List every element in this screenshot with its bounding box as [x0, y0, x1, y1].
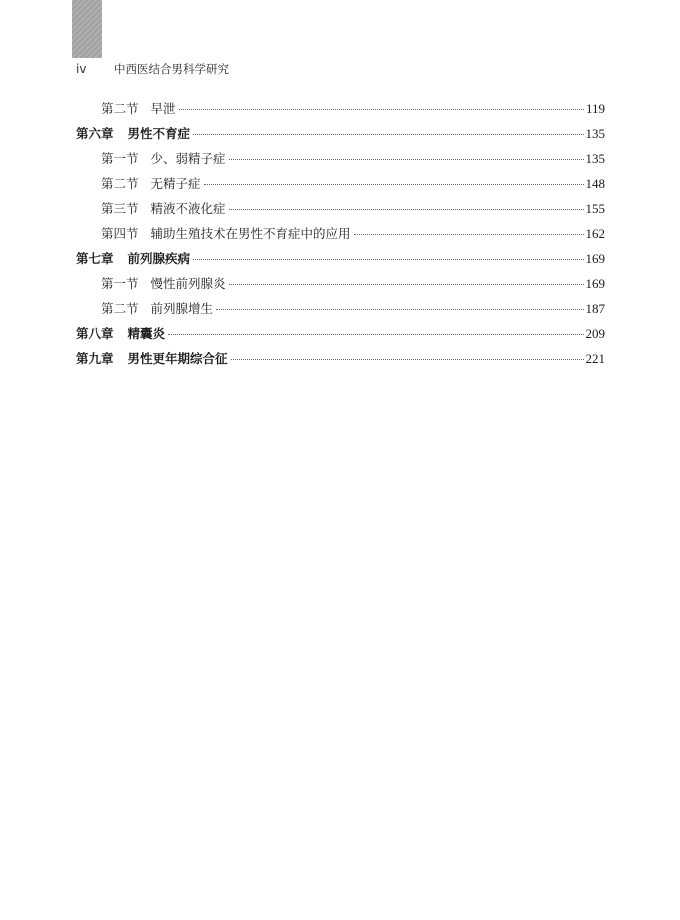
dot-leader — [231, 359, 584, 360]
toc-entry-page: 148 — [585, 176, 605, 191]
dot-leader — [229, 159, 584, 160]
toc-entry-title: 前列腺疾病 — [127, 251, 191, 266]
toc-section-entry[interactable] — [76, 99, 605, 124]
toc-chapter-entry[interactable] — [76, 324, 605, 349]
toc-entry-number: 第八章 — [76, 326, 114, 341]
toc-entry-page: 119 — [585, 101, 605, 116]
dot-leader — [193, 259, 583, 260]
page-number: iv — [76, 62, 87, 76]
toc-entry-number: 第七章 — [76, 251, 114, 266]
toc-entry-page: 155 — [585, 201, 605, 216]
toc-entry-title: 精液不液化症 — [150, 201, 226, 216]
toc-entry-page: 169 — [585, 251, 605, 266]
toc-entry-page: 135 — [585, 126, 605, 141]
toc-chapter-entry[interactable] — [76, 124, 605, 149]
toc-entry-title: 前列腺增生 — [150, 301, 214, 316]
toc-chapter-entry[interactable] — [76, 349, 605, 374]
toc-section-entry[interactable] — [76, 149, 605, 174]
book-title: 中西医结合男科学研究 — [114, 62, 229, 76]
toc-entry-number: 第二节 — [101, 176, 139, 191]
toc-entry-title: 慢性前列腺炎 — [150, 276, 226, 291]
toc-entry-title: 男性不育症 — [127, 126, 191, 141]
toc-entry-title: 辅助生殖技术在男性不育症中的应用 — [150, 226, 351, 241]
toc-entry-title: 精囊炎 — [127, 326, 166, 341]
toc-entry-number: 第四节 — [101, 226, 139, 241]
dot-leader — [179, 109, 584, 110]
toc-entry-number: 第三节 — [101, 201, 139, 216]
dot-leader — [193, 134, 583, 135]
toc-entry-title: 无精子症 — [150, 176, 201, 191]
dot-leader — [216, 309, 583, 310]
dot-leader — [168, 334, 583, 335]
header-band — [72, 0, 102, 58]
toc-entry-page: 221 — [585, 351, 605, 366]
toc-chapter-entry[interactable] — [76, 249, 605, 274]
toc-entry-number: 第二节 — [101, 301, 139, 316]
toc-section-entry[interactable] — [76, 224, 605, 249]
toc-section-entry[interactable] — [76, 174, 605, 199]
dot-leader — [204, 184, 584, 185]
toc-entry-number: 第二节 — [101, 101, 139, 116]
dot-leader — [229, 284, 584, 285]
running-header — [76, 60, 640, 78]
toc-entry-number: 第六章 — [76, 126, 114, 141]
toc-section-entry[interactable] — [76, 299, 605, 324]
toc-entry-page: 162 — [585, 226, 605, 241]
toc-section-entry[interactable] — [76, 274, 605, 299]
toc-entry-page: 209 — [585, 326, 605, 341]
toc-entry-number: 第一节 — [101, 151, 139, 166]
dot-leader — [354, 234, 584, 235]
toc-section-entry[interactable] — [76, 199, 605, 224]
toc-entry-title: 男性更年期综合征 — [127, 351, 228, 366]
toc-entry-number: 第一节 — [101, 276, 139, 291]
toc-entry-title: 少、弱精子症 — [150, 151, 226, 166]
toc-entry-page: 169 — [585, 276, 605, 291]
toc-entry-page: 135 — [585, 151, 605, 166]
toc-entry-title: 早泄 — [150, 101, 176, 116]
toc-entry-number: 第九章 — [76, 351, 114, 366]
toc-entry-page: 187 — [585, 301, 605, 316]
table-of-contents — [76, 99, 605, 374]
dot-leader — [229, 209, 584, 210]
